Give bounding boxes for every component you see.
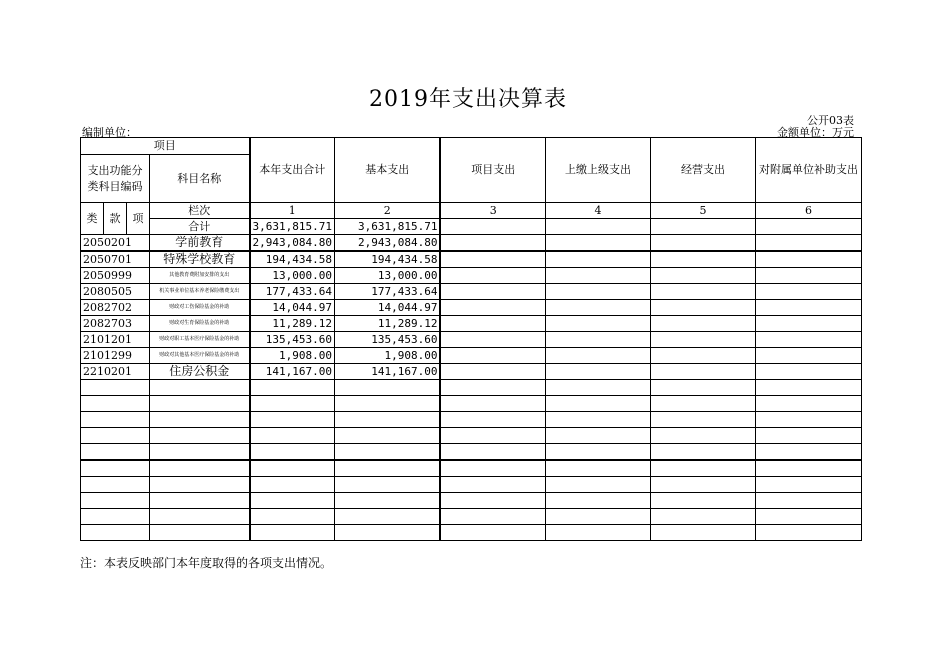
empty-project-exp [440,428,545,444]
header-column-row: 栏次 [150,203,250,219]
row-operating [650,364,755,380]
header-project-exp: 项目支出 [440,138,545,203]
table-row [81,364,862,380]
empty-code [81,525,150,541]
row-upper [545,251,650,268]
empty-code [81,493,150,509]
expenditure-table [80,137,862,541]
col-num-1: 1 [250,203,335,219]
empty-code [81,428,150,444]
row-basic: 2,943,084.80 [334,235,440,252]
empty-total [250,412,335,428]
row-code: 2050999 [81,268,150,284]
empty-total [250,493,335,509]
empty-row [81,380,862,396]
empty-upper [545,509,650,525]
empty-total [250,380,335,396]
row-upper [545,284,650,300]
empty-subsidy [755,380,861,396]
empty-subsidy [755,428,861,444]
empty-total [250,525,335,541]
empty-basic [334,380,440,396]
empty-basic [334,428,440,444]
row-code: 2050701 [81,251,150,268]
empty-project-exp [440,412,545,428]
col-num-6: 6 [755,203,861,219]
empty-project-exp [440,525,545,541]
empty-operating [650,477,755,493]
empty-total [250,396,335,412]
empty-code [81,460,150,477]
row-subsidy [755,332,861,348]
row-total: 177,433.64 [250,284,335,300]
row-project-exp [440,300,545,316]
sum-upper [545,219,650,235]
table-row [81,284,862,300]
header-subject-name: 科目名称 [150,155,250,203]
empty-row [81,444,862,461]
empty-basic [334,460,440,477]
row-total: 13,000.00 [250,268,335,284]
empty-operating [650,428,755,444]
form-number: 公开03表 [807,114,854,127]
row-subsidy [755,300,861,316]
empty-row [81,525,862,541]
row-subject-name: 学前教育 [150,235,250,252]
row-code: 2050201 [81,235,150,252]
empty-subsidy [755,525,861,541]
row-subject-name: 财政对其他基本医疗保险基金的补助 [150,348,250,364]
row-basic: 135,453.60 [334,332,440,348]
empty-row [81,428,862,444]
header-operating: 经营支出 [650,138,755,203]
empty-code [81,396,150,412]
empty-row [81,412,862,428]
header-upper: 上缴上级支出 [545,138,650,203]
empty-code [81,412,150,428]
row-total: 135,453.60 [250,332,335,348]
empty-name [150,444,250,461]
sum-subsidy [755,219,861,235]
row-operating [650,268,755,284]
empty-operating [650,412,755,428]
row-subsidy [755,284,861,300]
empty-total [250,460,335,477]
row-operating [650,300,755,316]
row-subsidy [755,235,861,252]
sum-basic: 3,631,815.71 [334,219,440,235]
row-project-exp [440,268,545,284]
empty-name [150,493,250,509]
empty-name [150,477,250,493]
empty-upper [545,460,650,477]
empty-name [150,525,250,541]
empty-project-exp [440,380,545,396]
empty-upper [545,412,650,428]
row-basic: 13,000.00 [334,268,440,284]
row-project-exp [440,235,545,252]
row-operating [650,348,755,364]
row-subsidy [755,268,861,284]
empty-subsidy [755,412,861,428]
table-row [81,332,862,348]
row-upper [545,235,650,252]
empty-row [81,460,862,477]
row-subsidy [755,364,861,380]
table-row [81,251,862,268]
row-subsidy [755,251,861,268]
row-code: 2082702 [81,300,150,316]
row-upper [545,268,650,284]
footnote: 注：本表反映部门本年度取得的各项支出情况。 [80,556,333,570]
empty-operating [650,525,755,541]
empty-upper [545,477,650,493]
empty-name [150,412,250,428]
row-basic: 14,044.97 [334,300,440,316]
row-subject-name: 机关事业单位基本养老保险缴费支出 [150,284,250,300]
row-total: 11,289.12 [250,316,335,332]
empty-code [81,444,150,461]
row-project-exp [440,332,545,348]
empty-row [81,396,862,412]
empty-code [81,380,150,396]
row-basic: 177,433.64 [334,284,440,300]
sum-label: 合计 [150,219,250,235]
sum-project-exp [440,219,545,235]
empty-subsidy [755,477,861,493]
empty-total [250,477,335,493]
empty-code [81,509,150,525]
row-project-exp [440,284,545,300]
row-subject-name: 财政对生育保险基金的补助 [150,316,250,332]
empty-name [150,428,250,444]
empty-basic [334,396,440,412]
row-operating [650,251,755,268]
header-basic: 基本支出 [334,138,440,203]
table-row [81,268,862,284]
col-num-2: 2 [334,203,440,219]
header-lei: 类 [81,203,104,235]
row-basic: 11,289.12 [334,316,440,332]
empty-project-exp [440,444,545,461]
empty-name [150,509,250,525]
empty-row [81,477,862,493]
row-code: 2101201 [81,332,150,348]
table-row [81,300,862,316]
row-total: 2,943,084.80 [250,235,335,252]
empty-row [81,493,862,509]
row-operating [650,332,755,348]
empty-upper [545,380,650,396]
empty-total [250,428,335,444]
row-basic: 141,167.00 [334,364,440,380]
empty-upper [545,525,650,541]
empty-basic [334,444,440,461]
empty-basic [334,412,440,428]
row-subsidy [755,348,861,364]
compiling-unit-label: 编制单位： [82,126,137,139]
empty-code [81,477,150,493]
header-total: 本年支出合计 [250,138,335,203]
row-subject-name: 财政对职工基本医疗保险基金的补助 [150,332,250,348]
empty-operating [650,380,755,396]
empty-subsidy [755,460,861,477]
row-code: 2101299 [81,348,150,364]
empty-name [150,396,250,412]
empty-basic [334,493,440,509]
row-total: 14,044.97 [250,300,335,316]
table-row [81,316,862,332]
empty-total [250,444,335,461]
empty-upper [545,396,650,412]
row-code: 2082703 [81,316,150,332]
col-num-3: 3 [440,203,545,219]
money-unit-label: 金额单位：万元 [777,126,854,139]
empty-subsidy [755,444,861,461]
empty-basic [334,509,440,525]
table-row [81,235,862,252]
empty-basic [334,477,440,493]
empty-project-exp [440,509,545,525]
empty-upper [545,444,650,461]
row-project-exp [440,251,545,268]
row-subject-name: 特殊学校教育 [150,251,250,268]
empty-subsidy [755,396,861,412]
row-basic: 194,434.58 [334,251,440,268]
empty-project-exp [440,493,545,509]
page-title: 2019年支出决算表 [369,87,567,112]
empty-total [250,509,335,525]
header-project: 项目 [81,138,250,155]
row-project-exp [440,348,545,364]
row-subject-name: 住房公积金 [150,364,250,380]
row-total: 194,434.58 [250,251,335,268]
row-subject-name: 财政对工伤保险基金的补助 [150,300,250,316]
empty-basic [334,525,440,541]
header-xiang: 项 [127,203,150,235]
header-kuan: 款 [104,203,127,235]
row-basic: 1,908.00 [334,348,440,364]
empty-name [150,460,250,477]
row-code: 2210201 [81,364,150,380]
row-project-exp [440,364,545,380]
empty-upper [545,428,650,444]
empty-operating [650,493,755,509]
sum-total: 3,631,815.71 [250,219,335,235]
empty-operating [650,460,755,477]
row-upper [545,300,650,316]
table-row [81,348,862,364]
header-subsidy: 对附属单位补助支出 [755,138,861,203]
row-upper [545,332,650,348]
row-total: 1,908.00 [250,348,335,364]
empty-row [81,509,862,525]
row-operating [650,316,755,332]
row-operating [650,284,755,300]
col-num-5: 5 [650,203,755,219]
row-upper [545,316,650,332]
empty-operating [650,444,755,461]
row-operating [650,235,755,252]
empty-upper [545,493,650,509]
row-upper [545,348,650,364]
empty-operating [650,396,755,412]
sum-operating [650,219,755,235]
row-upper [545,364,650,380]
empty-name [150,380,250,396]
empty-project-exp [440,477,545,493]
row-subsidy [755,316,861,332]
row-project-exp [440,316,545,332]
header-func-code: 支出功能分类科目编码 [81,155,150,203]
row-code: 2080505 [81,284,150,300]
col-num-4: 4 [545,203,650,219]
empty-subsidy [755,509,861,525]
row-subject-name: 其他教育费附加安排的支出 [150,268,250,284]
empty-project-exp [440,460,545,477]
empty-subsidy [755,493,861,509]
empty-operating [650,509,755,525]
row-total: 141,167.00 [250,364,335,380]
empty-project-exp [440,396,545,412]
